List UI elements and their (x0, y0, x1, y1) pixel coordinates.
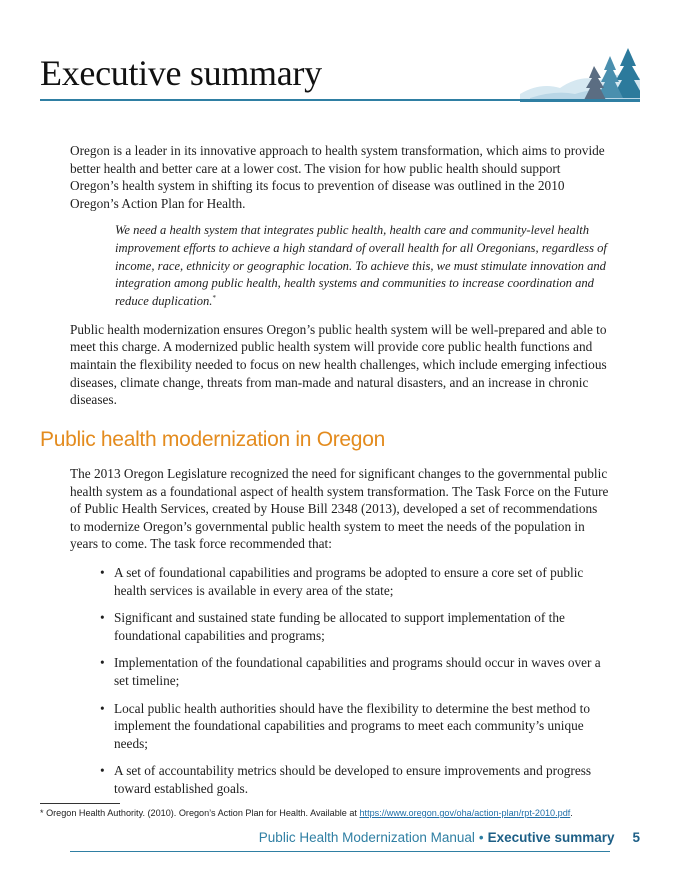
footnote-marker: * (212, 294, 216, 302)
footer-manual-title: Public Health Modernization Manual (258, 830, 475, 845)
pine-trees-illustration (520, 44, 640, 102)
page-number: 5 (632, 830, 640, 845)
modernization-section (70, 465, 610, 808)
page-header (40, 44, 640, 104)
modernization-paragraph: Public health modernization ensures Oregon’s public health system will be well-prepared and able to meet this charge. A modernized public health system will provide core public health functions and maintain the flexibility needed to focus on new health challenges, which include emerging infectious diseases, climate change, threats from man-made and natural disasters, and an increase in chronic diseases. (70, 321, 607, 408)
page-title: Executive summary (40, 53, 322, 93)
footnote: * Oregon Health Authority. (2010). Oregon’s Action Plan for Health. Available at https://www.oregon.gov/oha/action-plan/rpt-2010.pdf. (40, 808, 573, 818)
section-heading: Public health modernization in Oregon (40, 428, 385, 451)
page-footer (259, 830, 640, 845)
bullet-icon: • (100, 655, 105, 671)
recommendations-list (100, 564, 610, 798)
list-item: • A set of accountability metrics should be developed to ensure improvements and progress toward established goals. (100, 763, 592, 796)
task-force-paragraph: The 2013 Oregon Legislature recognized the need for significant changes to the governmental public health system as a foundational aspect of health system transformation. The Task Force on the Future of Public Health Services, created by House Bill 2348 (2013), developed a set of recommendations to modernize Oregon’s governmental public health system to meet the needs of the population in years to come. The task force recommended that: (70, 466, 609, 552)
list-item: • A set of foundational capabilities and programs be adopted to ensure a core set of public health services is available in every area of the state; (100, 564, 584, 598)
list-item: • Significant and sustained state funding be allocated to support implementation of the foundational capabilities and programs; (100, 610, 565, 643)
action-plan-link[interactable]: https://www.oregon.gov/oha/action-plan/rpt-2010.pdf (359, 808, 571, 818)
intro-paragraph: Oregon is a leader in its innovative approach to health system transformation, which aims to provide better health and better care at a lower cost. The vision for how public health should support Oregon’s health system in shifting its focus to prevention of disease was outlined in the 2010 Oregon’s Action Plan for Health. (70, 143, 605, 211)
footnote-rule (40, 803, 120, 804)
header-rule (40, 99, 640, 101)
quote-text: We need a health system that integrates public health, health care and community-level health improvement efforts to achieve a high standard of overall health for all Oregonians, regardless of income, race, ethnicity or geographic location. To achieve this, we must stimulate innovation and integration among public health, health systems and communities to increase coordination and reduce duplication. (115, 223, 607, 309)
list-item: • Local public health authorities should have the flexibility to determine the best method to implement the foundational capabilities and programs to meet each community’s unique needs; (100, 700, 590, 751)
footer-rule (70, 851, 610, 852)
action-plan-quote (115, 222, 610, 311)
bullet-icon: • (100, 763, 105, 779)
footer-separator: • (478, 830, 484, 845)
intro-section (70, 142, 610, 409)
bullet-icon: • (100, 700, 105, 716)
bullet-icon: • (100, 564, 105, 580)
list-item: • Implementation of the foundational capabilities and programs should occur in waves over a set timeline; (100, 655, 601, 688)
footer-section-title: Executive summary (487, 830, 615, 845)
bullet-icon: • (100, 610, 105, 626)
